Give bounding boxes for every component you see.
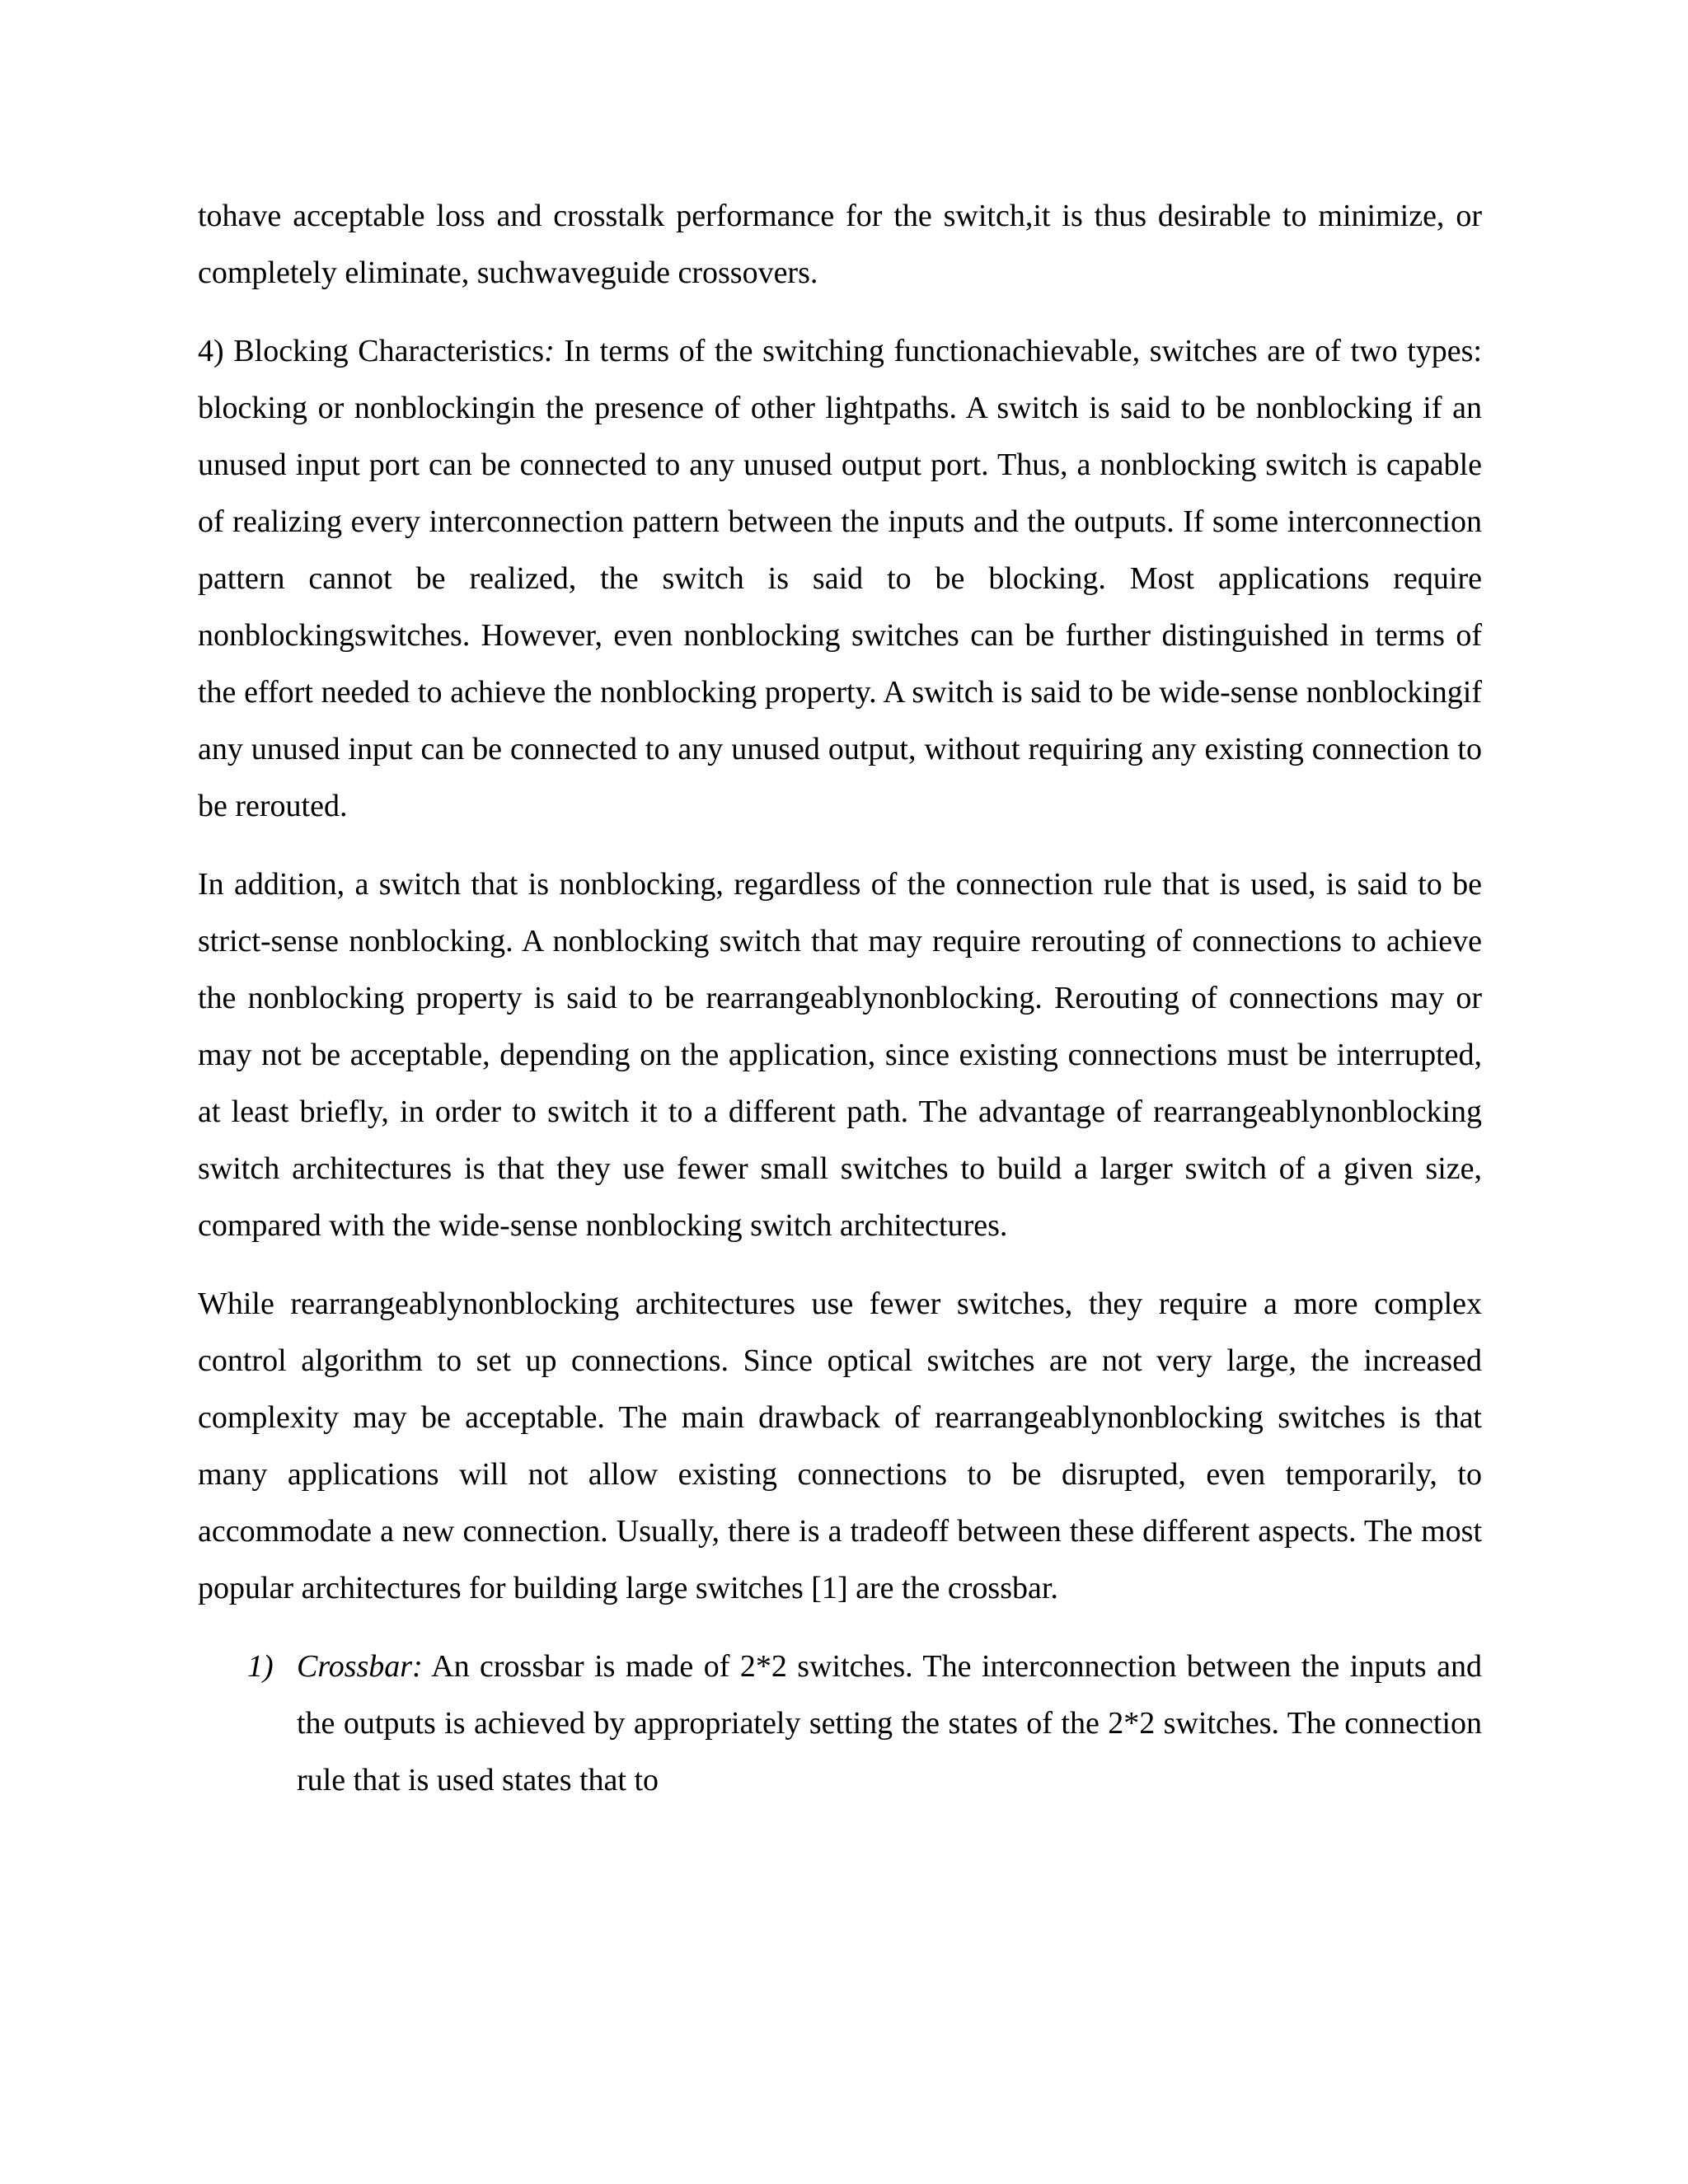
paragraph-blocking-characteristics bbox=[198, 323, 1482, 835]
paragraph-waveguide-crossovers: tohave acceptable loss and crosstalk performance for the switch,it is thus desirable to minimize, or completely eliminate, suchwaveguide crossovers. bbox=[198, 199, 1482, 290]
list-item-crossbar bbox=[198, 1638, 1482, 1809]
paragraph-blocking-body: In terms of the switching functionachievable, switches are of two types: blocking or nonblockingin the presence of other lightpaths. A switch is said to be nonblocking if an unused input port can be connected to any unused output port. Thus, a nonblocking switch is capable of realizing every interconnection pattern between the inputs and the outputs. If some interconnection pattern cannot be realized, the switch is said to be blocking. Most applications require nonblockingswitches. However, even nonblocking switches can be further distinguished in terms of the effort needed to achieve the nonblocking property. A switch is said to be wide-sense nonblockingif any unused input can be connected to any unused output, without requiring any existing connection to be rerouted. bbox=[198, 334, 1482, 823]
list-term-crossbar: Crossbar: bbox=[297, 1649, 423, 1684]
heading-colon: : bbox=[544, 334, 555, 368]
paragraph-rearrangeably-nonblocking: While rearrangeablynonblocking architectures use fewer switches, they require a more complex control algorithm to set up connections. Since optical switches are not very large, the increased complexity may be acceptable. The main drawback of rearrangeablynonblocking switches is that many applications will not allow existing connections to be disrupted, even temporarily, to accommodate a new connection. Usually, there is a tradeoff between these different aspects. The most popular architectures for building large switches [1] are the crossbar. bbox=[198, 1286, 1482, 1605]
document-body bbox=[198, 188, 1482, 1809]
list-item-text: An crossbar is made of 2*2 switches. The interconnection between the inputs and the outputs is achieved by appropriately setting the states of the 2*2 switches. The connection rule that is used states that to bbox=[297, 1649, 1482, 1797]
section-heading-blocking: 4) Blocking Characteristics bbox=[198, 334, 545, 368]
paragraph-strict-sense: In addition, a switch that is nonblocking, regardless of the connection rule that is used, is said to be strict-sense nonblocking. A nonblocking switch that may require rerouting of connections to achieve the nonblocking property is said to be rearrangeablynonblocking. Rerouting of connections may or may not be acceptable, depending on the application, since existing connections must be interrupted, at least briefly, in order to switch it to a different path. The advantage of rearrangeablynonblocking switch architectures is that they use fewer small switches to build a larger switch of a given size, compared with the wide-sense nonblocking switch architectures. bbox=[198, 867, 1482, 1243]
architecture-list bbox=[198, 1638, 1482, 1809]
list-marker: 1) bbox=[247, 1649, 274, 1684]
